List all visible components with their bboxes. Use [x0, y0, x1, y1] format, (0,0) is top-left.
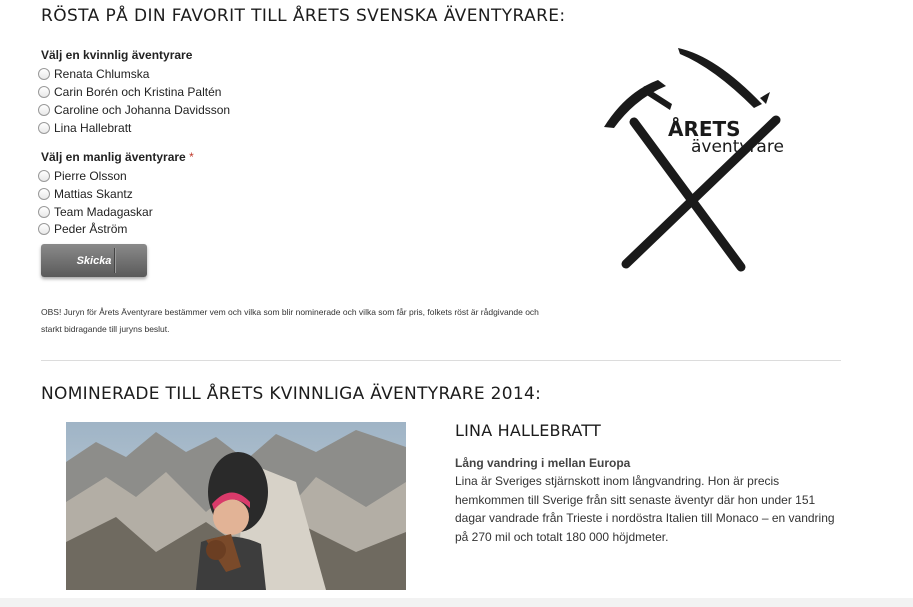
button-divider — [114, 248, 115, 273]
option-label: Peder Åström — [54, 222, 128, 236]
option-label: Team Madagaskar — [54, 205, 153, 219]
female-group-label — [41, 48, 192, 62]
nominee-name: LINA HALLEBRATT — [455, 421, 601, 440]
page-footer-shade — [0, 598, 913, 607]
submit-label: Skicka — [76, 254, 112, 267]
nominee-photo — [66, 422, 406, 590]
radio-male-2[interactable] — [38, 203, 153, 221]
radio-female-0[interactable] — [38, 65, 149, 83]
option-label: Carin Borén och Kristina Paltén — [54, 85, 222, 99]
radio-female-2[interactable] — [38, 101, 230, 119]
radio-circle[interactable] — [38, 206, 50, 218]
nominee-description: Lina är Sveriges stjärnskott inom långvandring. Hon är precis hemkommen till Sverige från sitt senaste äventyr där hon under 151 dagar vandrade från Trieste i nordöstra Italien till Monaco – en vandring på 270 mil och totalt 180 000 höjdmeter. — [455, 474, 835, 545]
option-label: Pierre Olsson — [54, 169, 127, 183]
nominees-title: NOMINERADE TILL ÅRETS KVINNLIGA ÄVENTYRARE 2014: — [41, 384, 542, 404]
radio-circle[interactable] — [38, 122, 50, 134]
radio-male-1[interactable] — [38, 185, 133, 203]
required-mark: * — [189, 150, 194, 164]
logo-line2: äventyrare — [691, 137, 784, 157]
radio-circle[interactable] — [38, 188, 50, 200]
radio-male-3[interactable] — [38, 220, 127, 238]
radio-circle[interactable] — [38, 170, 50, 182]
radio-circle[interactable] — [38, 86, 50, 98]
vote-title: RÖSTA PÅ DIN FAVORIT TILL ÅRETS SVENSKA ÄVENTYRARE: — [41, 6, 566, 26]
radio-circle[interactable] — [38, 68, 50, 80]
male-group-label-text: Välj en manlig äventyrare — [41, 150, 186, 164]
female-group-label-text: Välj en kvinnlig äventyrare — [41, 48, 193, 62]
radio-circle[interactable] — [38, 104, 50, 116]
option-label: Renata Chlumska — [54, 67, 150, 81]
male-group-label — [41, 150, 194, 164]
submit-button[interactable] — [41, 244, 147, 277]
option-label: Mattias Skantz — [54, 187, 133, 201]
logo-line1: ÅRETS — [668, 117, 741, 141]
radio-male-0[interactable] — [38, 167, 127, 185]
radio-female-3[interactable] — [38, 119, 131, 137]
arets-aventyrare-logo — [596, 42, 826, 272]
radio-circle[interactable] — [38, 223, 50, 235]
option-label: Caroline och Johanna Davidsson — [54, 103, 231, 117]
nominee-subtitle: Lång vandring i mellan Europa — [455, 456, 631, 470]
jury-note: OBS! Juryn för Årets Äventyrare bestämmer vem och vilka som blir nominerade och vilka som får pris, folkets röst är rådgivande och starkt bidragande till juryns beslut. — [41, 307, 539, 334]
radio-female-1[interactable] — [38, 83, 221, 101]
section-divider — [41, 360, 841, 361]
option-label: Lina Hallebratt — [54, 121, 132, 135]
